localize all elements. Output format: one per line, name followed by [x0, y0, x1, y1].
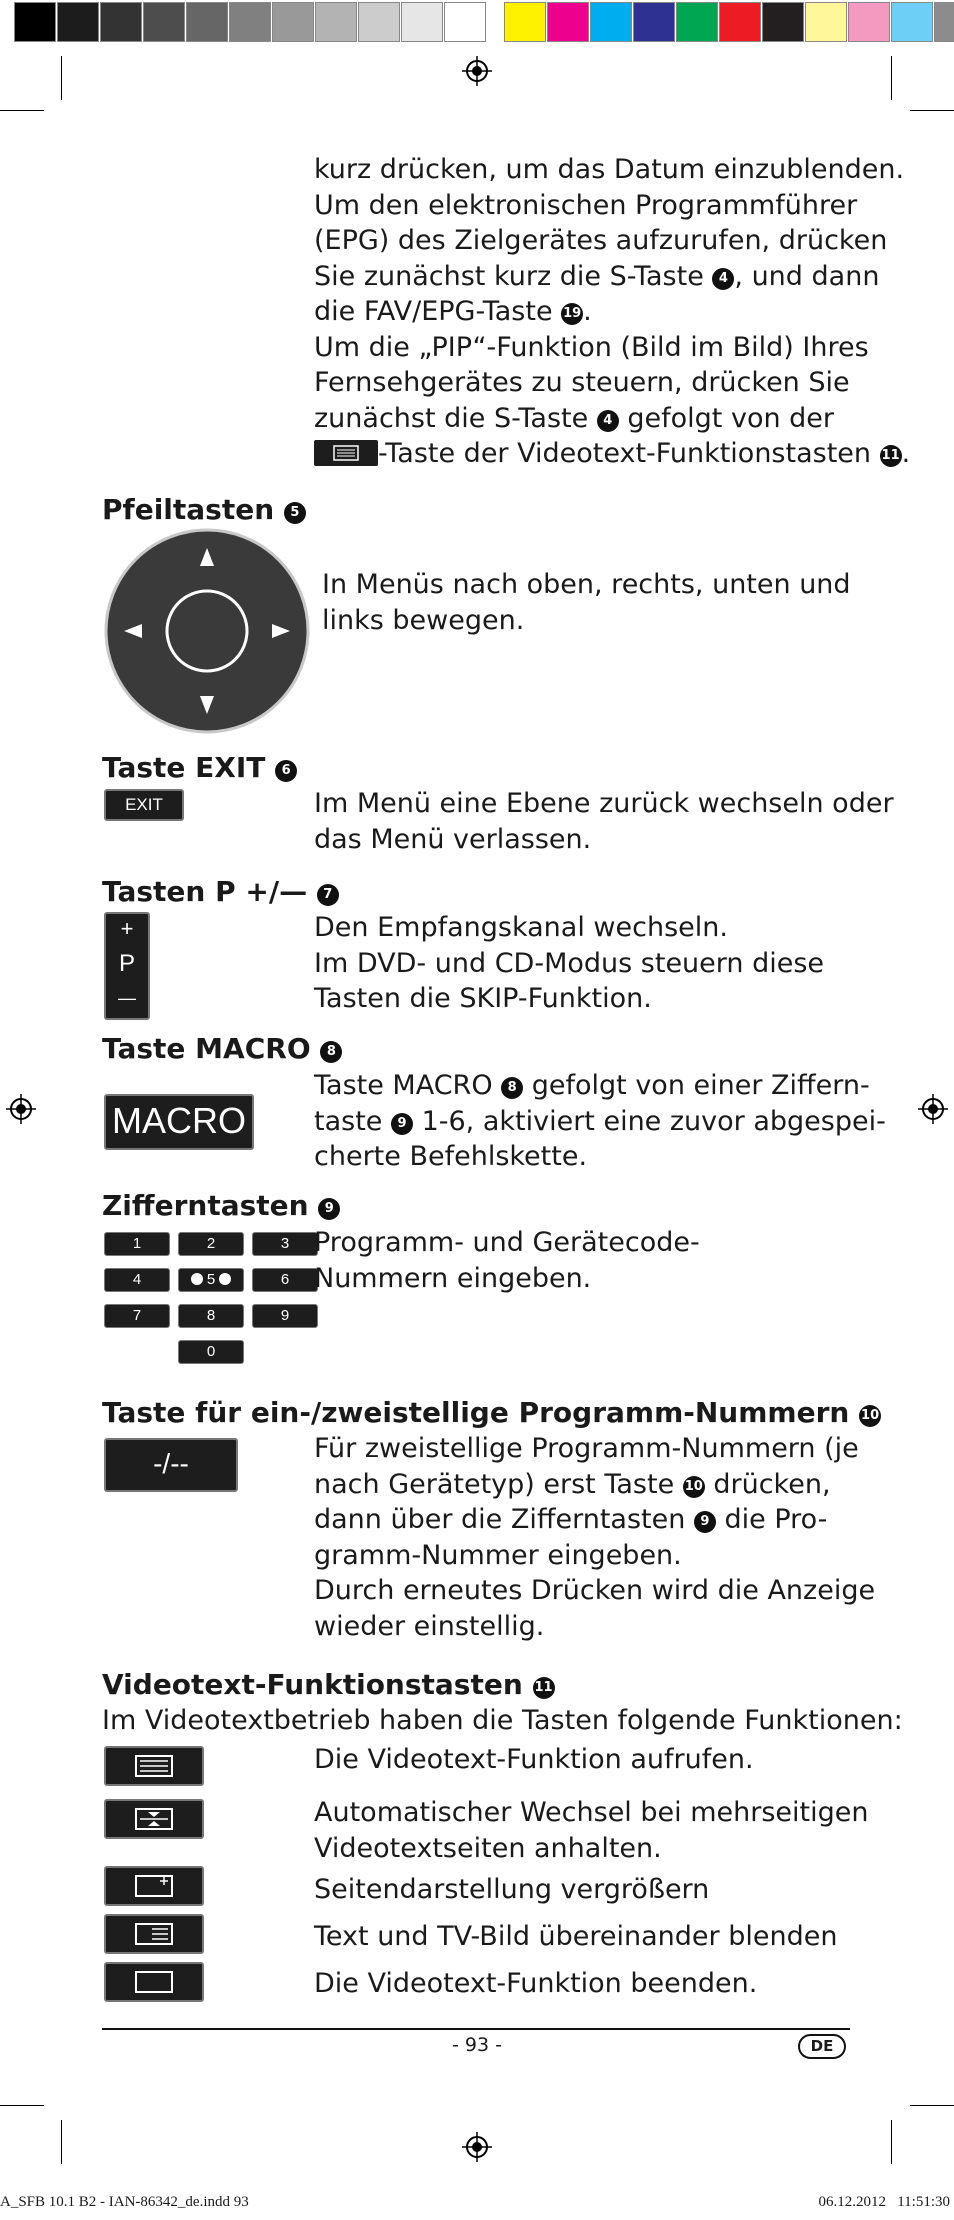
videotext-row-text: Die Videotext-Funktion beenden. [314, 1968, 758, 1999]
color-swatch [762, 2, 804, 42]
digit-key-5 [178, 1268, 244, 1292]
digit-key-2: 2 [178, 1232, 244, 1256]
section-heading-videotext: Videotext-Funktionstasten 11 [102, 1668, 553, 1701]
videotext-size-button [104, 1866, 204, 1906]
description-line: nach Gerätetyp) erst Taste 10 drücken, [314, 1468, 831, 1500]
color-swatch [14, 2, 56, 42]
digit-key-0: 0 [178, 1340, 244, 1364]
color-swatch [100, 2, 142, 42]
description-line: gramm-Nummer eingeben. [314, 1539, 682, 1571]
color-swatch [358, 2, 400, 42]
reference-number: 6 [275, 760, 297, 782]
digit-mode-description [314, 1431, 875, 1644]
section-heading-macro: Taste MACRO 8 [102, 1032, 342, 1065]
footer-rule [102, 2028, 850, 2030]
arrows-description [322, 567, 851, 638]
color-swatch [633, 2, 675, 42]
color-swatch [719, 2, 761, 42]
language-badge: DE [798, 2034, 846, 2059]
description-line: Durch erneutes Drücken wird die Anzeige [314, 1575, 876, 1606]
description-line: Nummern eingeben. [314, 1262, 592, 1294]
color-swatch [848, 2, 890, 42]
macro-description [314, 1068, 886, 1175]
description-line: Automatischer Wechsel bei mehrseitigen [314, 1797, 869, 1828]
videotext-hold-button [104, 1799, 204, 1839]
digit-key-4: 4 [104, 1268, 170, 1292]
intro-line: die FAV/EPG-Taste 19. [314, 296, 592, 327]
reference-number: 10 [683, 1476, 705, 1498]
tv-icon [106, 1964, 202, 2000]
color-swatch [186, 2, 228, 42]
videotext-mix-button [104, 1914, 204, 1954]
exit-description [314, 786, 894, 857]
digit-key-7: 7 [104, 1304, 170, 1328]
reference-number: 8 [320, 1041, 342, 1063]
crop-mark [891, 2120, 892, 2164]
color-swatch [504, 2, 546, 42]
videotext-off-button [104, 1962, 204, 2002]
hold-icon [106, 1801, 202, 1837]
registration-mark-icon [462, 2132, 492, 2162]
description-line: Den Empfangskanal wechseln. [314, 912, 728, 943]
intro-line: Um die „PIP“-Funktion (Bild im Bild) Ihres [314, 331, 869, 363]
section-heading-digit-mode: Taste für ein-/zweistellige Programm-Nummern 10 [102, 1396, 880, 1429]
description-line: Für zweistellige Programm-Nummern (je [314, 1433, 859, 1464]
section-heading-arrows: Pfeiltasten 5 [102, 493, 306, 526]
color-swatch [590, 2, 632, 42]
plus-label: + [120, 916, 134, 941]
description-line: cherte Befehlskette. [314, 1141, 588, 1172]
crop-mark [910, 110, 954, 111]
color-swatch [805, 2, 847, 42]
color-swatch [547, 2, 589, 42]
color-swatch [315, 2, 357, 42]
color-swatch [676, 2, 718, 42]
description-line: Im Menü eine Ebene zurück wechseln oder [314, 788, 894, 819]
reference-number: 11 [880, 445, 902, 467]
digit-key-8: 8 [178, 1304, 244, 1328]
reference-number: 8 [501, 1077, 523, 1099]
exit-button: EXIT [104, 789, 184, 821]
crop-mark [61, 2120, 62, 2164]
description-line: Im DVD- und CD-Modus steuern diese [314, 947, 825, 979]
reference-number: 7 [317, 884, 339, 906]
intro-line: (EPG) des Zielgerätes aufzurufen, drücken [314, 225, 888, 256]
digit-key-1: 1 [104, 1232, 170, 1256]
section-heading-exit: Taste EXIT 6 [102, 751, 297, 784]
slug-timestamp: 06.12.2012 11:51:30 [818, 2194, 950, 2210]
p-keys-description [314, 910, 824, 1017]
videotext-row-text [314, 1795, 868, 1866]
intro-line: Sie zunächst kurz die S-Taste 4 , und dann [314, 260, 880, 292]
digit-label: 5 [206, 1271, 216, 1288]
description-line: Videotextseiten anhalten. [314, 1832, 662, 1864]
crop-mark [910, 2105, 954, 2106]
registration-mark-icon [6, 1094, 36, 1124]
description-line: das Menü verlassen. [314, 823, 592, 855]
description-line: Tasten die SKIP-Funktion. [314, 983, 652, 1014]
videotext-on-button [104, 1746, 204, 1786]
intro-line: -Taste der Videotext-Funktionstasten 11. [378, 438, 911, 469]
reference-number: 11 [533, 1677, 555, 1699]
registration-mark-icon [462, 56, 492, 86]
description-line: dann über die Zifferntasten 9 die Pro- [314, 1504, 828, 1535]
intro-line: Fernsehgerätes zu steuern, drücken Sie [314, 367, 850, 398]
mix-icon [106, 1916, 202, 1952]
slug-file-info: A_SFB 10.1 B2 - IAN-86342_de.indd 93 [0, 2194, 249, 2210]
videotext-row-text: Text und TV-Bild übereinander blenden [314, 1921, 838, 1952]
direction-pad-icon [104, 528, 310, 734]
crop-mark [61, 56, 62, 100]
videotext-row-text: Die Videotext-Funktion aufrufen. [314, 1744, 754, 1775]
color-swatch [229, 2, 271, 42]
description-line: In Menüs nach oben, rechts, unten und [322, 569, 851, 600]
reference-number: 9 [391, 1113, 413, 1135]
description-line: Taste MACRO 8 gefolgt von einer Ziffern- [314, 1070, 870, 1101]
description-line: wieder einstellig. [314, 1610, 545, 1642]
reference-number: 9 [694, 1511, 716, 1533]
intro-line: zunächst die S-Taste 4 gefolgt von der [314, 402, 835, 434]
digit-mode-button: -/-- [104, 1438, 238, 1492]
color-swatch [401, 2, 443, 42]
reference-number: 4 [597, 410, 619, 432]
teletext-icon [106, 1748, 202, 1784]
enlarge-icon [106, 1868, 202, 1904]
description-line: links bewegen. [322, 604, 525, 636]
crop-mark [0, 2105, 44, 2106]
tactile-dot-icon [219, 1273, 231, 1285]
digit-key-3: 3 [252, 1232, 318, 1256]
program-rocker-button [104, 912, 150, 1020]
crop-mark [0, 110, 44, 111]
tactile-dot-icon [191, 1273, 203, 1285]
digit-key-6: 6 [252, 1268, 318, 1292]
digit-key-9: 9 [252, 1304, 318, 1328]
section-heading-digits: Zifferntasten 9 [102, 1189, 340, 1222]
color-swatch [272, 2, 314, 42]
intro-line: Um den elektronischen Programmführer [314, 189, 858, 221]
intro-paragraph [314, 152, 904, 436]
color-swatch [891, 2, 933, 42]
color-swatch [934, 2, 954, 42]
color-swatch [143, 2, 185, 42]
macro-button: MACRO [104, 1094, 254, 1150]
videotext-intro: Im Videotextbetrieb haben die Tasten folgende Funktionen: [102, 1705, 903, 1736]
reference-number: 5 [284, 502, 306, 524]
p-label: P [118, 950, 135, 977]
reference-number: 19 [561, 303, 583, 325]
section-heading-p-keys: Tasten P +/— 7 [102, 875, 339, 908]
color-swatch [444, 2, 486, 42]
videotext-button-icon [314, 440, 378, 466]
page-number: - 93 - [452, 2034, 502, 2056]
color-swatch [487, 2, 503, 42]
crop-mark [891, 56, 892, 100]
reference-number: 4 [712, 268, 734, 290]
reference-number: 9 [318, 1198, 340, 1220]
digits-description [314, 1225, 700, 1296]
videotext-row-text: Seitendarstellung vergrößern [314, 1874, 710, 1905]
description-line: taste 9 1-6, aktiviert eine zuvor abgespei- [314, 1105, 886, 1137]
description-line: Programm- und Gerätecode- [314, 1227, 700, 1258]
reference-number: 10 [859, 1405, 881, 1427]
minus-label: — [118, 988, 136, 1008]
intro-line: kurz drücken, um das Datum einzublenden. [314, 154, 905, 185]
registration-mark-icon [918, 1094, 948, 1124]
color-swatch [57, 2, 99, 42]
